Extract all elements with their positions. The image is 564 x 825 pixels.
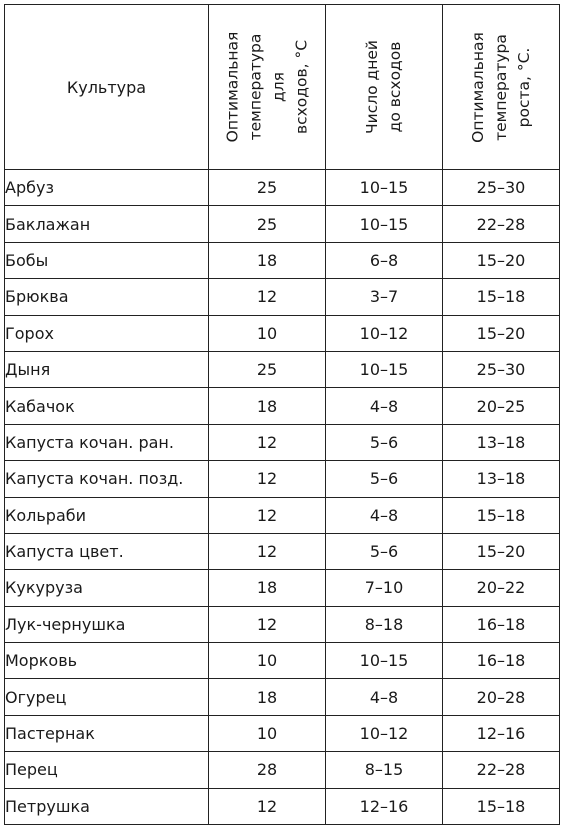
table-row — [5, 315, 560, 351]
days-cell: 4–8 — [326, 388, 443, 424]
temp-germination-cell: 12 — [209, 788, 326, 824]
days-cell: 4–8 — [326, 679, 443, 715]
temp-germination-cell: 10 — [209, 715, 326, 751]
crop-name-cell: Баклажан — [5, 206, 209, 242]
crop-table — [4, 4, 560, 825]
crop-name-cell: Бобы — [5, 242, 209, 278]
crop-name-cell: Горох — [5, 315, 209, 351]
temp-growth-cell: 15–18 — [443, 497, 560, 533]
days-cell: 10–12 — [326, 715, 443, 751]
crop-name-cell: Морковь — [5, 643, 209, 679]
temp-growth-cell: 20–22 — [443, 570, 560, 606]
days-cell: 6–8 — [326, 242, 443, 278]
table-row — [5, 279, 560, 315]
days-cell: 10–15 — [326, 643, 443, 679]
table-header — [5, 5, 560, 170]
crop-name-cell: Перец — [5, 752, 209, 788]
table-row — [5, 788, 560, 824]
temp-germination-cell: 12 — [209, 533, 326, 569]
crop-name-cell: Кукуруза — [5, 570, 209, 606]
crop-name-cell: Огурец — [5, 679, 209, 715]
days-cell: 10–15 — [326, 206, 443, 242]
temp-germination-cell: 12 — [209, 279, 326, 315]
crop-name-cell: Лук-чернушка — [5, 606, 209, 642]
temp-growth-cell: 25–30 — [443, 351, 560, 387]
header-temp-germination-line: температура — [245, 33, 264, 141]
days-cell: 10–15 — [326, 351, 443, 387]
temp-germination-cell: 25 — [209, 170, 326, 206]
days-cell: 12–16 — [326, 788, 443, 824]
table-row — [5, 570, 560, 606]
header-crop: Культура — [5, 5, 209, 170]
header-row — [5, 5, 560, 170]
temp-growth-cell: 15–20 — [443, 315, 560, 351]
temp-growth-cell: 16–18 — [443, 643, 560, 679]
table-row — [5, 351, 560, 387]
temp-growth-cell: 16–18 — [443, 606, 560, 642]
crop-name-cell: Арбуз — [5, 170, 209, 206]
temp-germination-cell: 12 — [209, 606, 326, 642]
temp-germination-cell: 10 — [209, 315, 326, 351]
header-temp-growth-line: температура — [491, 33, 510, 141]
temp-growth-cell: 15–18 — [443, 788, 560, 824]
table-row — [5, 643, 560, 679]
temp-germination-cell: 12 — [209, 461, 326, 497]
crop-name-cell: Капуста цвет. — [5, 533, 209, 569]
crop-name-cell: Капуста кочан. позд. — [5, 461, 209, 497]
temp-germination-cell: 18 — [209, 388, 326, 424]
crop-name-cell: Брюква — [5, 279, 209, 315]
days-cell: 10–12 — [326, 315, 443, 351]
temp-germination-cell: 25 — [209, 351, 326, 387]
temp-growth-cell: 12–16 — [443, 715, 560, 751]
table-body — [5, 170, 560, 825]
days-cell: 8–18 — [326, 606, 443, 642]
days-cell: 8–15 — [326, 752, 443, 788]
days-cell: 3–7 — [326, 279, 443, 315]
temp-growth-cell: 22–28 — [443, 206, 560, 242]
days-cell: 4–8 — [326, 497, 443, 533]
table-row — [5, 679, 560, 715]
table-row — [5, 461, 560, 497]
temp-growth-cell: 15–18 — [443, 279, 560, 315]
table-row — [5, 242, 560, 278]
header-temp-germination-line: Оптимальная — [222, 31, 241, 143]
crop-name-cell: Пастернак — [5, 715, 209, 751]
header-temp-growth — [443, 5, 560, 170]
temp-germination-cell: 12 — [209, 424, 326, 460]
table-row — [5, 752, 560, 788]
temp-germination-cell: 28 — [209, 752, 326, 788]
table-row — [5, 170, 560, 206]
header-temp-growth-line: Оптимальная — [468, 31, 487, 143]
header-days-to-emergence — [326, 5, 443, 170]
temp-germination-cell: 12 — [209, 497, 326, 533]
temp-growth-cell: 20–25 — [443, 388, 560, 424]
temp-germination-cell: 25 — [209, 206, 326, 242]
days-cell: 10–15 — [326, 170, 443, 206]
header-temp-growth-line: роста, °С. — [514, 47, 533, 127]
temp-growth-cell: 15–20 — [443, 242, 560, 278]
temp-germination-cell: 18 — [209, 570, 326, 606]
days-cell: 7–10 — [326, 570, 443, 606]
temp-growth-cell: 15–20 — [443, 533, 560, 569]
temp-growth-cell: 13–18 — [443, 461, 560, 497]
temp-germination-cell: 10 — [209, 643, 326, 679]
temp-growth-cell: 20–28 — [443, 679, 560, 715]
crop-name-cell: Кольраби — [5, 497, 209, 533]
table-row — [5, 206, 560, 242]
days-cell: 5–6 — [326, 533, 443, 569]
header-days-line: до всходов — [386, 41, 404, 133]
temp-growth-cell: 22–28 — [443, 752, 560, 788]
table-row — [5, 606, 560, 642]
header-temp-germination-line: для — [268, 72, 287, 102]
temp-germination-cell: 18 — [209, 679, 326, 715]
header-temp-germination — [209, 5, 326, 170]
header-days-line: Число дней — [363, 40, 381, 134]
days-cell: 5–6 — [326, 424, 443, 460]
table-row — [5, 533, 560, 569]
table-row — [5, 715, 560, 751]
temp-germination-cell: 18 — [209, 242, 326, 278]
crop-name-cell: Дыня — [5, 351, 209, 387]
temp-growth-cell: 25–30 — [443, 170, 560, 206]
temp-growth-cell: 13–18 — [443, 424, 560, 460]
header-temp-germination-line: всходов, °С — [291, 39, 310, 135]
table-row — [5, 424, 560, 460]
table-row — [5, 388, 560, 424]
table-row — [5, 497, 560, 533]
crop-name-cell: Петрушка — [5, 788, 209, 824]
crop-name-cell: Капуста кочан. ран. — [5, 424, 209, 460]
days-cell: 5–6 — [326, 461, 443, 497]
crop-name-cell: Кабачок — [5, 388, 209, 424]
